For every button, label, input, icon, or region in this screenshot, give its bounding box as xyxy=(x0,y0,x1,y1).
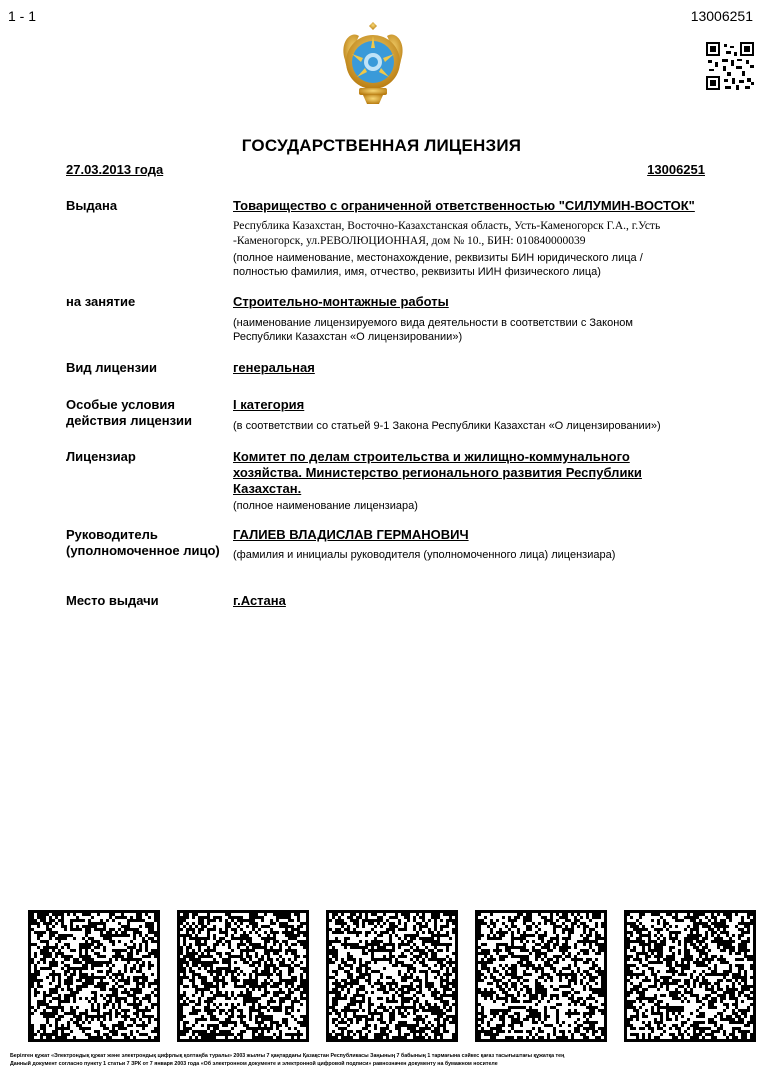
document-number-top: 13006251 xyxy=(690,8,753,24)
place-label: Место выдачи xyxy=(66,593,159,608)
legal-footer xyxy=(10,1052,750,1068)
licensor-value-line2: хозяйства. Министерство регионального развития Республики xyxy=(233,465,642,480)
barcode-block xyxy=(475,910,607,1042)
issued-to-label: Выдана xyxy=(66,198,118,213)
special-conditions-label-line2: действия лицензии xyxy=(66,413,193,428)
issued-to-note-line2: полностью фамилия, имя, отчество, реквизиты ИИН физического лица) xyxy=(233,266,601,278)
place-value: г.Астана xyxy=(233,593,286,608)
issued-to-name: Товарищество с ограниченной ответственностью "СИЛУМИН-ВОСТОК" xyxy=(233,198,695,213)
license-number: 13006251 xyxy=(647,162,705,177)
activity-value: Строительно-монтажные работы xyxy=(233,294,449,309)
activity-note-line1: (наименование лицензируемого вида деятельности в соответствии с Законом xyxy=(233,317,633,329)
state-emblem-icon xyxy=(333,22,413,104)
document-title: ГОСУДАРСТВЕННАЯ ЛИЦЕНЗИЯ xyxy=(241,136,522,155)
head-label-line2: (уполномоченное лицо) xyxy=(66,543,220,558)
activity-note-line2: Республики Казахстан «О лицензировании») xyxy=(233,331,463,343)
head-value: ГАЛИЕВ ВЛАДИСЛАВ ГЕРМАНОВИЧ xyxy=(233,527,469,542)
issue-date: 27.03.2013 года xyxy=(66,162,164,177)
barcode-row xyxy=(28,910,756,1042)
issued-to-address-line1: Республика Казахстан, Восточно-Казахстанская область, Усть-Каменогорск Г.А., г.Усть xyxy=(233,220,661,232)
head-note: (фамилия и инициалы руководителя (уполномоченного лица) лицензиара) xyxy=(233,549,616,561)
barcode-block xyxy=(28,910,160,1042)
activity-label: на занятие xyxy=(66,294,136,309)
licensor-label: Лицензиар xyxy=(66,449,136,464)
licensor-note: (полное наименование лицензиара) xyxy=(233,500,418,512)
qr-code-icon xyxy=(706,42,754,90)
page-number: 1 - 1 xyxy=(8,8,37,24)
licensor-value-line3: Казахстан. xyxy=(233,481,302,496)
issued-to-note-line1: (полное наименование, местонахождение, реквизиты БИН юридического лица / xyxy=(233,252,643,264)
barcode-block xyxy=(624,910,756,1042)
barcode-block xyxy=(326,910,458,1042)
license-type-value: генеральная xyxy=(233,360,315,375)
issued-to-address-line2: -Каменогорск, ул.РЕВОЛЮЦИОННАЯ, дом № 10., БИН: 010840000039 xyxy=(233,235,586,247)
special-conditions-note: (в соответствии со статьей 9-1 Закона Республики Казахстан «О лицензировании») xyxy=(233,420,661,432)
special-conditions-value: I категория xyxy=(233,397,305,412)
licensor-value-line1: Комитет по делам строительства и жилищно-коммунального xyxy=(233,449,630,464)
barcode-block xyxy=(177,910,309,1042)
license-type-label: Вид лицензии xyxy=(66,360,158,375)
footer-line-kazakh: Берілген құжат «Электрондық құжат және электрондық цифрлық қолтаңба туралы» 2003 жылғы 7 қаңтардағы Қазақстан Республикасы Заңының 7 бабының 1 тармағына сәйкес қағаз тасығыштағы құжатқа тең xyxy=(10,1053,565,1059)
head-label-line1: Руководитель xyxy=(66,527,158,542)
special-conditions-label-line1: Особые условия xyxy=(66,397,175,412)
footer-line-russian: Данный документ согласно пункту 1 статьи 7 ЗРК от 7 января 2003 года «Об электронном документе и электронной цифровой подписи» равнозначен документу на бумажном носителе xyxy=(10,1061,498,1067)
